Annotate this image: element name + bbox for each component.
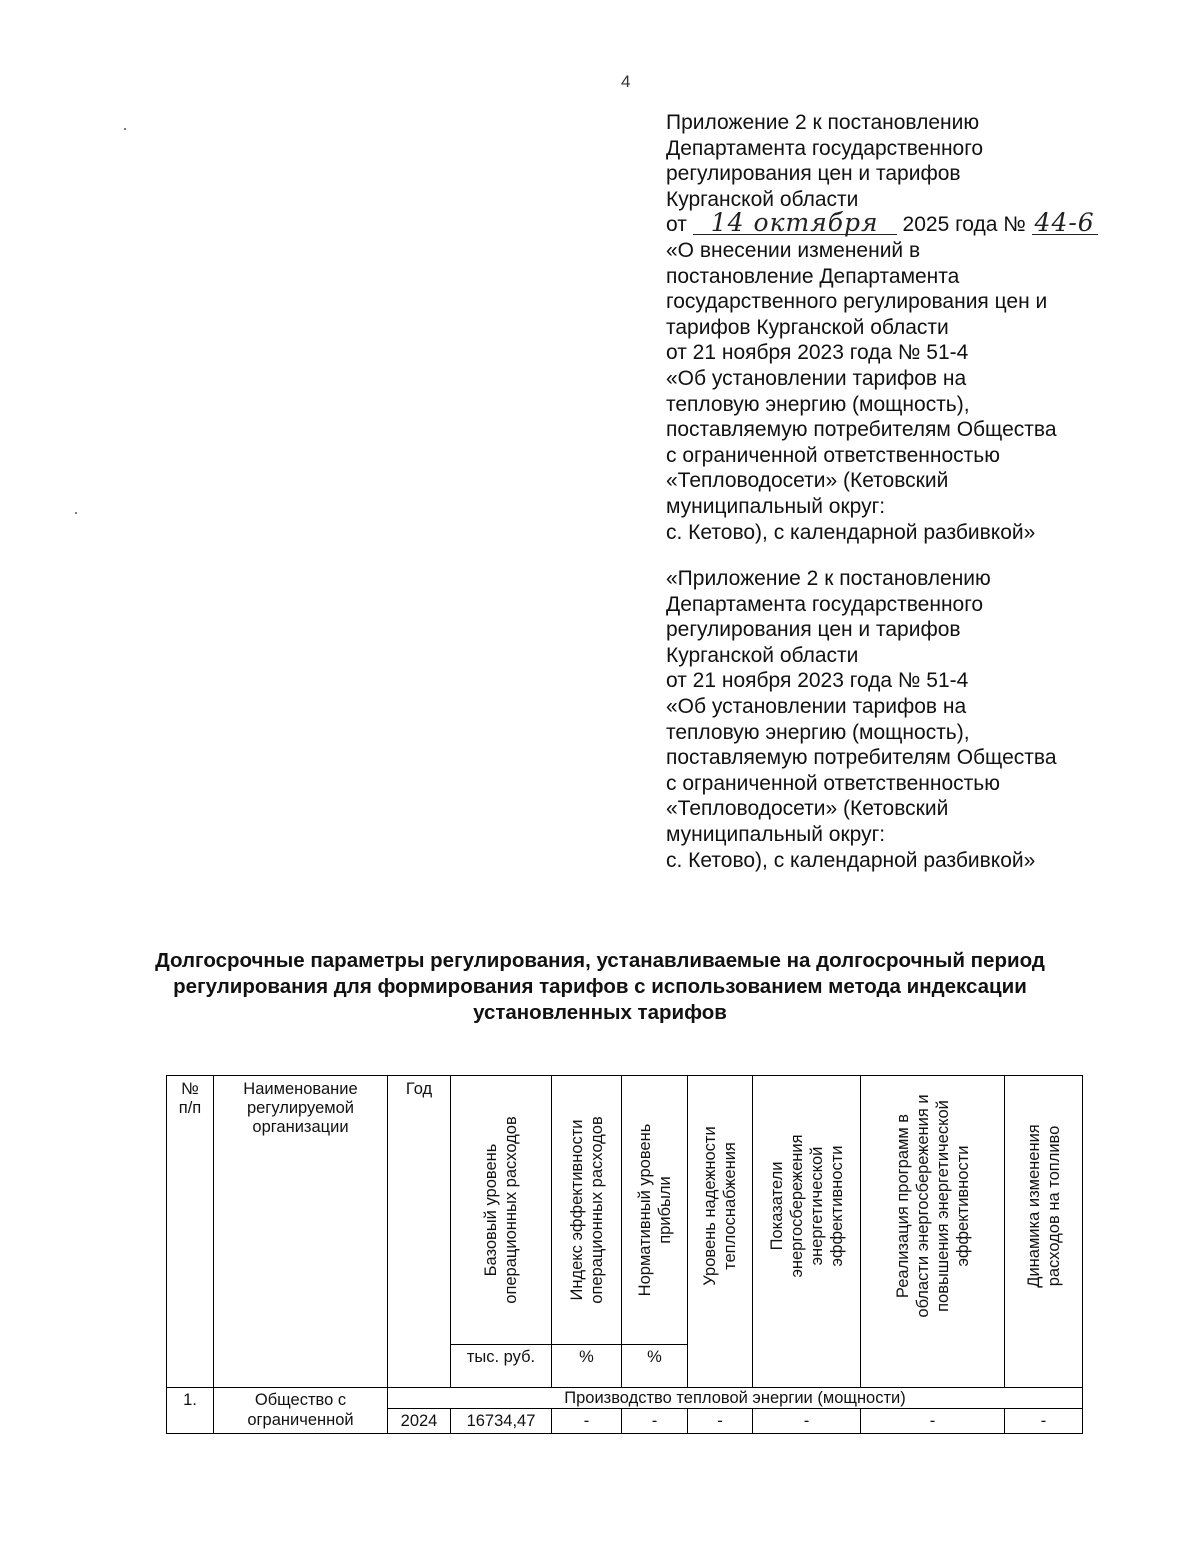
annex-line: поставляемую потребителям Общества (666, 746, 1057, 770)
unit-efficiency: % (552, 1345, 622, 1388)
header-energy-saving: Показатели энергосбережения энергетической эффективности (753, 1076, 861, 1388)
date-prefix: от (666, 213, 687, 237)
header-num: № п/п (167, 1076, 214, 1388)
annex-line: «Об установлении тарифов на (666, 694, 967, 718)
cell-year: 2024 (388, 1409, 451, 1434)
annex-line: Курганской области (666, 187, 859, 211)
annex-line: государственного регулирования цен и (666, 290, 1048, 314)
header-base-opex: Базовый уровень операционных расходов (451, 1076, 552, 1345)
header-profit-level: Нормативный уровень прибыли (622, 1076, 688, 1345)
row-org: Общество с ограниченной (214, 1388, 388, 1434)
year-text: 2025 года № (902, 213, 1026, 237)
annex-line: тарифов Курганской области (666, 315, 949, 339)
cell-energy-saving: - (753, 1409, 861, 1434)
annex-line: Департамента государственного (666, 136, 984, 160)
annex-header-amendment (666, 110, 1098, 545)
annex-line: постановление Департамента (666, 264, 960, 288)
annex-line: поставляемую потребителям Общества (666, 418, 1057, 442)
cell-programs: - (861, 1409, 1005, 1434)
handwritten-date: 14 октября (693, 212, 897, 235)
header-reliability: Уровень надежности теплоснабжения (688, 1076, 753, 1388)
handwritten-number: 44-6 (1032, 212, 1098, 235)
cell-efficiency: - (552, 1409, 622, 1434)
header-efficiency-index: Индекс эффективности операционных расходов (552, 1076, 622, 1345)
annex-line: муниципальный округ: (666, 494, 886, 518)
row-num: 1. (167, 1388, 214, 1434)
annex-line: тепловую энергию (мощность), (666, 720, 970, 744)
cell-fuel: - (1005, 1409, 1083, 1434)
annex-date-line (666, 208, 1098, 238)
unit-base: тыс. руб. (451, 1345, 552, 1388)
annex-line: муниципальный округ: (666, 822, 886, 846)
header-org: Наименование регулируемой организации (214, 1076, 388, 1388)
annex-line: Курганской области (666, 643, 859, 667)
annex-line: регулирования цен и тарифов (666, 162, 961, 186)
header-row (167, 1076, 1083, 1345)
table-row (167, 1388, 1083, 1409)
annex-line: «Об установлении тарифов на (666, 366, 967, 390)
annex-line: с. Кетово), с календарной разбивкой» (666, 848, 1036, 872)
annex-line: регулирования цен и тарифов (666, 618, 961, 642)
header-year: Год (388, 1076, 451, 1388)
cell-reliability: - (688, 1409, 753, 1434)
document-title: Долгосрочные параметры регулирования, устанавливаемые на долгосрочный период регулирования для формирования тарифов с использованием метода индексации установленных тарифов (155, 949, 1045, 1024)
annex-line: с ограниченной ответственностью (666, 771, 1000, 795)
annex-header-original (666, 566, 1057, 873)
annex-line: «Тепловодосети» (Кетовский (666, 469, 949, 493)
annex-line: «Приложение 2 к постановлению (666, 567, 991, 590)
section-label: Производство тепловой энергии (мощности) (388, 1388, 1083, 1409)
cell-base: 16734,47 (451, 1409, 552, 1434)
annex-line: с. Кетово), с календарной разбивкой» (666, 520, 1036, 544)
annex-line: Департамента государственного (666, 592, 984, 616)
unit-profit: % (622, 1345, 688, 1388)
annex-line: от 21 ноября 2023 года № 51-4 (666, 669, 969, 693)
parameters-table (166, 1075, 1083, 1434)
annex-line: «О внесении изменений в (666, 238, 921, 262)
annex-line: тепловую энергию (мощность), (666, 392, 970, 416)
page-number: 4 (621, 72, 631, 91)
header-fuel-dynamics: Динамика изменения расходов на топливо (1005, 1076, 1083, 1388)
annex-line: «Тепловодосети» (Кетовский (666, 797, 949, 821)
scan-speck (75, 512, 77, 514)
header-programs: Реализация программ в области энергосбережения и повышения энергетической эффективности (861, 1076, 1005, 1388)
annex-line: с ограниченной ответственностью (666, 443, 1000, 467)
annex-line: Приложение 2 к постановлению (666, 111, 980, 134)
cell-profit: - (622, 1409, 688, 1434)
scan-speck (124, 128, 126, 130)
annex-line: от 21 ноября 2023 года № 51-4 (666, 341, 969, 365)
